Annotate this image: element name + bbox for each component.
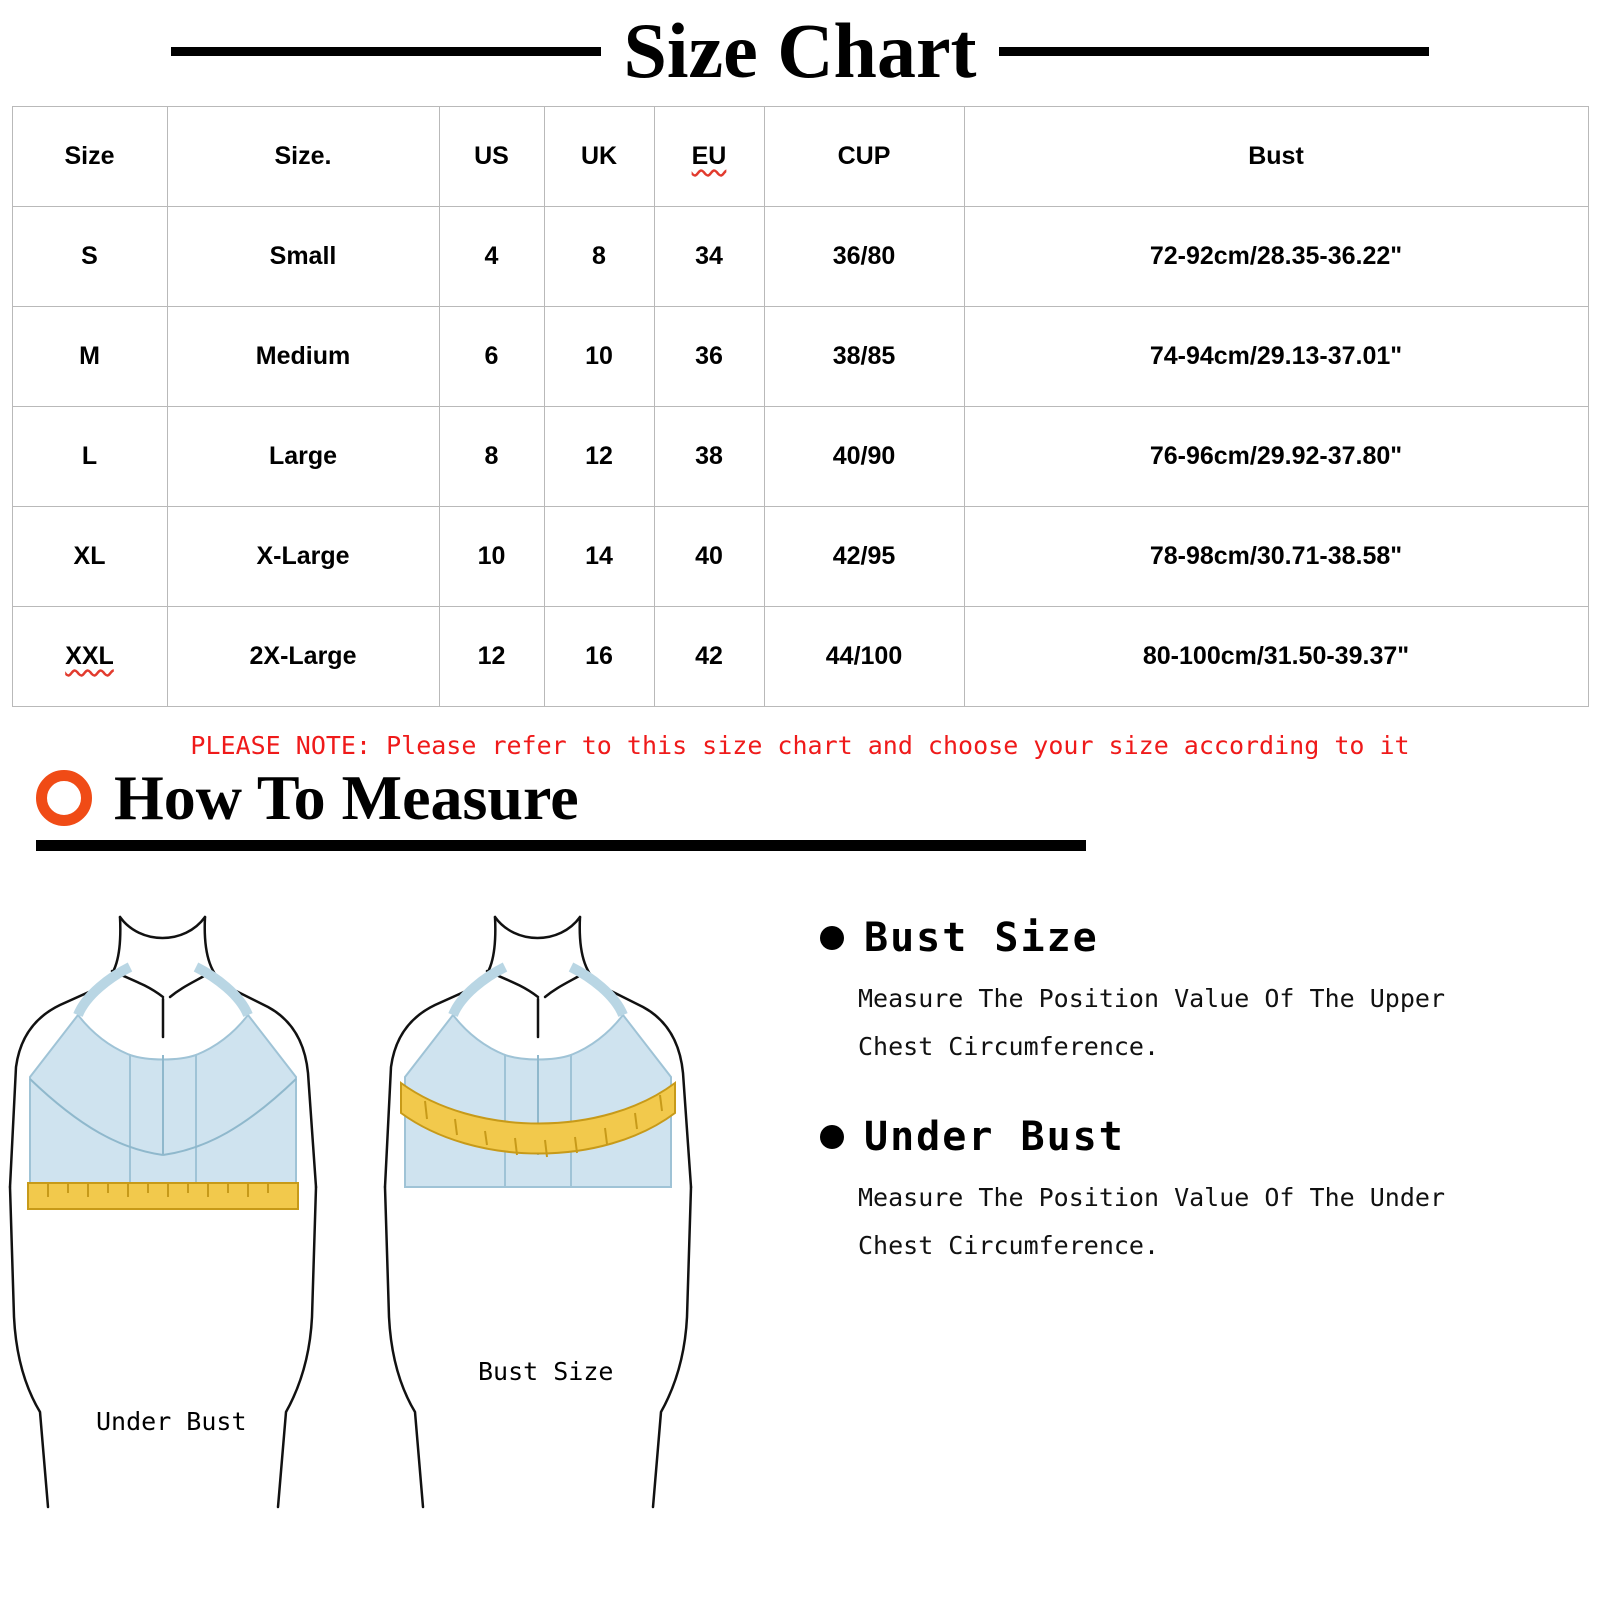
please-note-text: PLEASE NOTE: Please refer to this size chart and choose your size according to it xyxy=(190,731,1410,760)
cell-bust: 78-98cm/30.71-38.58" xyxy=(964,507,1588,607)
cell-us: 10 xyxy=(439,507,544,607)
cell-eu: 34 xyxy=(654,207,764,307)
measure-figures xyxy=(0,887,800,1532)
cell-us: 8 xyxy=(439,407,544,507)
cell-size: L xyxy=(12,407,167,507)
cell-uk: 10 xyxy=(544,307,654,407)
cell-eu: 38 xyxy=(654,407,764,507)
cell-bust: 80-100cm/31.50-39.37" xyxy=(964,607,1588,707)
figure-caption-bust-size: Bust Size xyxy=(478,1357,614,1386)
cell-size-label: XXL xyxy=(65,642,114,670)
bullet-icon xyxy=(820,926,844,950)
description-body: Measure The Position Value Of The Upper Chest Circumference. xyxy=(858,984,1445,1061)
how-to-measure-heading xyxy=(36,762,1136,851)
page-title-row xyxy=(0,0,1600,96)
figure-caption-under-bust: Under Bust xyxy=(96,1407,247,1436)
column-header-eu xyxy=(654,107,764,207)
table-row xyxy=(12,607,1588,707)
cell-size-name: Medium xyxy=(167,307,439,407)
description-title: Under Bust xyxy=(864,1114,1125,1160)
cell-eu: 42 xyxy=(654,607,764,707)
column-header-size-name: Size. xyxy=(167,107,439,207)
cell-uk: 12 xyxy=(544,407,654,507)
column-header-uk: UK xyxy=(544,107,654,207)
column-header-size: Size xyxy=(12,107,167,207)
cell-size-name: Large xyxy=(167,407,439,507)
cell-size-name: X-Large xyxy=(167,507,439,607)
table-row xyxy=(12,407,1588,507)
cell-cup: 38/85 xyxy=(764,307,964,407)
cell-size-name: 2X-Large xyxy=(167,607,439,707)
table-header-row xyxy=(12,107,1588,207)
title-rule-right xyxy=(999,47,1429,56)
measure-descriptions xyxy=(800,887,1580,1532)
circle-bullet-icon xyxy=(36,770,92,826)
size-chart-table xyxy=(12,106,1589,707)
cell-uk: 8 xyxy=(544,207,654,307)
cell-cup: 36/80 xyxy=(764,207,964,307)
description-under-bust xyxy=(820,1114,1580,1269)
cell-bust: 74-94cm/29.13-37.01" xyxy=(964,307,1588,407)
bullet-icon xyxy=(820,1125,844,1149)
title-rule-left xyxy=(171,47,601,56)
description-bust-size xyxy=(820,915,1580,1070)
column-header-cup: CUP xyxy=(764,107,964,207)
cell-us: 6 xyxy=(439,307,544,407)
cell-bust: 76-96cm/29.92-37.80" xyxy=(964,407,1588,507)
table-row xyxy=(12,507,1588,607)
description-title: Bust Size xyxy=(864,915,1099,961)
column-header-eu-label: EU xyxy=(691,142,727,170)
cell-eu: 40 xyxy=(654,507,764,607)
page-title: Size Chart xyxy=(623,7,977,94)
cell-cup: 44/100 xyxy=(764,607,964,707)
column-header-bust: Bust xyxy=(964,107,1588,207)
cell-size xyxy=(12,607,167,707)
cell-size: S xyxy=(12,207,167,307)
cell-size-name: Small xyxy=(167,207,439,307)
how-to-measure-title: How To Measure xyxy=(114,762,579,833)
cell-size: M xyxy=(12,307,167,407)
how-to-measure-rule xyxy=(36,840,1086,851)
cell-cup: 40/90 xyxy=(764,407,964,507)
cell-us: 4 xyxy=(439,207,544,307)
cell-bust: 72-92cm/28.35-36.22" xyxy=(964,207,1588,307)
cell-cup: 42/95 xyxy=(764,507,964,607)
cell-uk: 14 xyxy=(544,507,654,607)
column-header-us: US xyxy=(439,107,544,207)
table-row xyxy=(12,307,1588,407)
description-body: Measure The Position Value Of The Under Chest Circumference. xyxy=(858,1183,1445,1260)
table-row xyxy=(12,207,1588,307)
cell-us: 12 xyxy=(439,607,544,707)
cell-uk: 16 xyxy=(544,607,654,707)
cell-size: XL xyxy=(12,507,167,607)
cell-eu: 36 xyxy=(654,307,764,407)
measure-section xyxy=(0,887,1600,1532)
